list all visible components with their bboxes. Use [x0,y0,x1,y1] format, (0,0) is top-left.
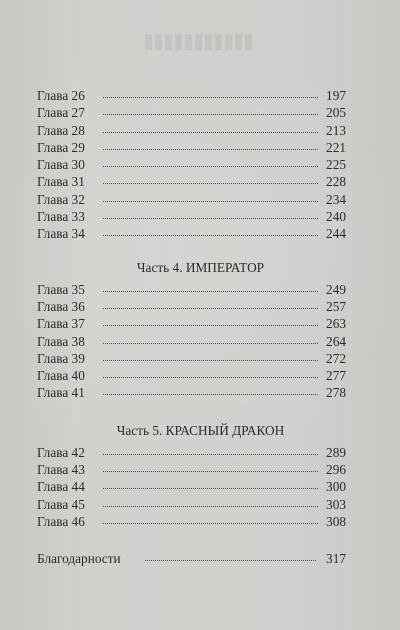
toc-entry-chapter-29 [37,139,346,156]
dot-leader [103,291,318,292]
chapter-title: Глава 34 [37,226,85,242]
toc-entry-chapter-34 [37,225,346,242]
page-number: 221 [326,139,346,155]
dot-leader [103,377,318,378]
toc-entry-chapter-43 [37,461,346,478]
page-number: 300 [326,479,346,495]
chapter-title: Глава 31 [37,174,85,190]
toc-entry-chapter-46 [37,513,346,530]
chapter-title: Глава 35 [37,281,85,297]
dot-leader [103,343,318,344]
chapter-title: Глава 40 [37,368,85,384]
toc-entry-chapter-39 [37,350,346,367]
chapter-title: Глава 28 [37,122,85,138]
chapter-title: Глава 42 [37,444,85,460]
toc-entry-chapter-27 [37,104,346,121]
toc-entry-chapter-42 [37,444,346,461]
dot-leader [103,454,318,455]
dot-leader [103,97,318,98]
toc-entry-chapter-40 [37,367,346,384]
show-through-text [145,34,255,50]
toc-entry-chapter-38 [37,333,346,350]
dot-leader [103,488,318,489]
toc-entry-chapter-44 [37,478,346,495]
page-number: 234 [326,191,346,207]
chapter-title: Глава 26 [37,88,85,103]
page-number: 240 [326,209,346,225]
chapter-title: Глава 43 [37,462,85,478]
page-number: 272 [326,350,346,366]
page-number: 264 [326,333,346,349]
page-number: 249 [326,281,346,297]
dot-leader [103,114,318,115]
toc-entry-chapter-36 [37,298,346,315]
dot-leader [103,308,318,309]
toc-entry-chapter-28 [37,122,346,139]
page-number: 213 [326,122,346,138]
dot-leader [103,235,318,236]
page-number: 303 [326,496,346,512]
chapter-title: Глава 30 [37,157,85,173]
dot-leader [103,471,318,472]
page-number: 277 [326,368,346,384]
chapter-title: Глава 45 [37,496,85,512]
toc-entry-chapter-30 [37,156,346,173]
dot-leader [103,166,318,167]
toc-entry-chapter-35 [37,281,346,298]
chapter-title: Глава 41 [37,385,85,401]
chapter-title: Глава 27 [37,105,85,121]
dot-leader [103,394,318,395]
toc-entry-chapter-37 [37,315,346,332]
section-gap [37,402,346,422]
page-number: 244 [326,226,346,242]
dot-leader [103,325,318,326]
toc-entry-chapter-33 [37,208,346,225]
part-5-title: Часть 5. КРАСНЫЙ ДРАКОН [116,422,285,438]
toc-entry-chapter-26 [37,87,346,104]
section-gap [37,243,346,259]
chapter-title: Глава 44 [37,479,85,495]
chapter-title: Глава 46 [37,513,85,529]
page-number: 278 [326,385,346,401]
toc-entry-chapter-41 [37,384,346,401]
page-number: 296 [326,462,346,478]
toc-entry-acknowledgements [37,550,346,567]
toc-entry-chapter-31 [37,173,346,190]
page-number: 205 [326,105,346,121]
chapter-title: Глава 37 [37,316,85,332]
dot-leader [103,183,318,184]
chapter-title: Глава 39 [37,350,85,366]
page-number: 308 [326,513,346,529]
chapter-title: Глава 36 [37,298,85,314]
page-number: 317 [326,551,346,567]
page-number: 197 [326,88,346,103]
dot-leader [103,523,318,524]
toc-entry-chapter-32 [37,191,346,208]
chapter-title: Глава 38 [37,333,85,349]
chapter-title: Глава 33 [37,209,85,225]
page-number: 228 [326,174,346,190]
dot-leader [103,132,318,133]
dot-leader [103,360,318,361]
page-number: 257 [326,298,346,314]
dot-leader [103,218,318,219]
page-number: 289 [326,444,346,460]
part-4-title: Часть 4. ИМПЕРАТОР [136,259,265,275]
acknowledgements-title: Благодарности [37,551,121,567]
table-of-contents [37,87,346,568]
chapter-title: Глава 29 [37,139,85,155]
dot-leader [103,506,318,507]
dot-leader [145,560,316,561]
dot-leader [103,149,318,150]
page-number: 263 [326,316,346,332]
page-number: 225 [326,157,346,173]
chapter-title: Глава 32 [37,191,85,207]
toc-entry-chapter-45 [37,496,346,513]
section-gap [37,530,346,550]
dot-leader [103,201,318,202]
